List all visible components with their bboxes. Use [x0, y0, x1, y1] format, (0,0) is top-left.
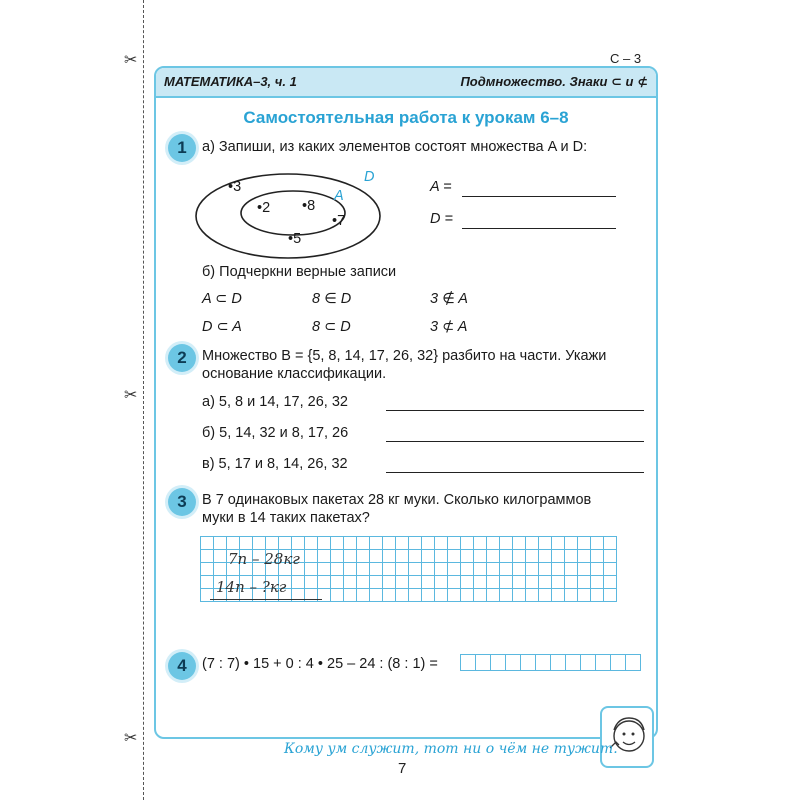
task1-prompt-b: б) Подчеркни верные записи [202, 264, 397, 280]
statement[interactable]: 8 ⊂ D [312, 319, 351, 335]
task2-option-a: а) 5, 8 и 14, 17, 26, 32 [202, 394, 348, 410]
task-number-4: 4 [168, 652, 196, 680]
task2-line1: Множество B = {5, 8, 14, 17, 26, 32} разбито на части. Укажи [202, 348, 607, 364]
statement[interactable]: 8 ∈ D [312, 291, 352, 307]
handwritten-underline [210, 599, 322, 600]
handwritten-condition-2: 14п – ?кг [216, 578, 287, 596]
task3-line2: муки в 14 таких пакетах? [202, 510, 370, 526]
task3-line1: В 7 одинаковых пакетах 28 кг муки. Сколько килограммов [202, 492, 592, 508]
answer-cells[interactable] [460, 654, 641, 671]
header-bar [156, 68, 656, 98]
topic-label: Подмножество. Знаки ⊂ и ⊄ [460, 74, 648, 89]
task2-answer-line-c[interactable] [386, 472, 644, 473]
worksheet-code: С – 3 [610, 51, 642, 66]
scissors-icon: ✂ [124, 52, 138, 69]
answer-a-line[interactable] [462, 196, 616, 197]
task2-option-b: б) 5, 14, 32 и 8, 17, 26 [202, 425, 349, 441]
task4-expression: (7 : 7) • 15 + 0 : 4 • 25 – 24 : (8 : 1) = [202, 656, 438, 672]
answer-d-label: D = [430, 211, 453, 227]
set-label-d: D [364, 169, 375, 185]
cut-line [143, 0, 144, 800]
task2-line2: основание классификации. [202, 366, 387, 382]
mascot-boy-illustration [600, 706, 654, 768]
task1-prompt-a: а) Запиши, из каких элементов состоят множества A и D: [202, 139, 588, 155]
set-label-a: A [334, 188, 344, 204]
worksheet [154, 66, 658, 739]
task-number-3: 3 [168, 488, 196, 516]
statement[interactable]: 3 ⊄ A [430, 319, 468, 335]
subject-label: МАТЕМАТИКА–3, ч. 1 [164, 74, 297, 89]
answer-d-line[interactable] [462, 228, 616, 229]
element-point: •7 [332, 213, 346, 229]
task2-answer-line-a[interactable] [386, 410, 644, 411]
element-point: •3 [228, 179, 242, 195]
page-title: Самостоятельная работа к урокам 6–8 [243, 108, 569, 127]
statement[interactable]: A ⊂ D [202, 291, 242, 307]
element-point: •5 [288, 231, 302, 247]
task2-answer-line-b[interactable] [386, 441, 644, 442]
page-number: 7 [398, 760, 407, 777]
task-number-2: 2 [168, 344, 196, 372]
proverb: Кому ум служит, тот ни о чём не тужит. [284, 741, 618, 757]
element-point: •8 [302, 198, 316, 214]
answer-a-label: A = [430, 179, 452, 195]
scissors-icon: ✂ [124, 730, 138, 747]
scissors-icon: ✂ [124, 387, 138, 404]
handwritten-condition-1: 7п – 28кг [228, 550, 300, 568]
task-number-1: 1 [168, 134, 196, 162]
element-point: •2 [257, 200, 271, 216]
statement[interactable]: D ⊂ A [202, 319, 242, 335]
statement[interactable]: 3 ∉ A [430, 291, 468, 307]
task2-option-c: в) 5, 17 и 8, 14, 26, 32 [202, 456, 348, 472]
